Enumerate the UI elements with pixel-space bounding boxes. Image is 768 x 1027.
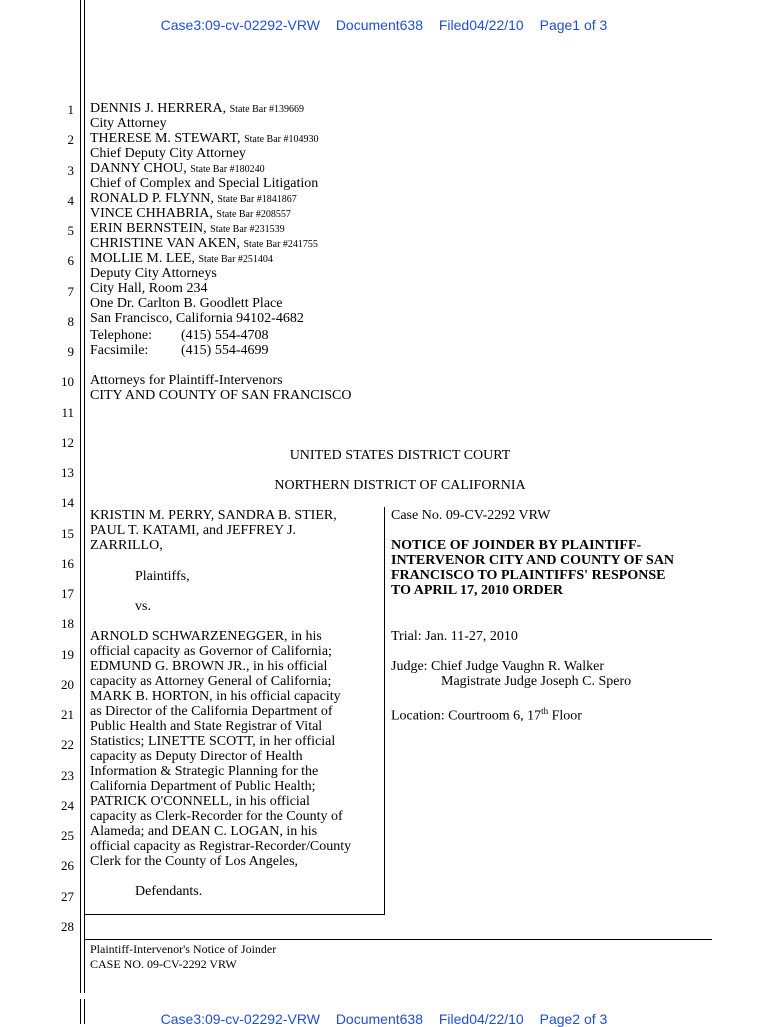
header-document-number: Document638 xyxy=(335,17,423,33)
versus-label: vs. xyxy=(135,599,151,614)
defendants-label: Defendants. xyxy=(135,884,203,899)
defendants-line: official capacity as Governor of California; xyxy=(90,644,332,659)
defendants-line: Statistics; LINETTE SCOTT, in her official xyxy=(90,734,336,749)
page-header xyxy=(0,17,768,33)
left-margin-rule-outer xyxy=(80,0,81,1024)
line-number: 17 xyxy=(61,586,74,601)
judge-line-2: Magistrate Judge Joseph C. Spero xyxy=(441,674,632,689)
state-bar-number: State Bar #208557 xyxy=(216,209,291,220)
attorney-name: ERIN BERNSTEIN, xyxy=(90,221,211,236)
defendants-line: Alameda; and DEAN C. LOGAN, in his xyxy=(90,824,318,839)
court-name: UNITED STATES DISTRICT COURT xyxy=(289,448,511,463)
line-number: 26 xyxy=(61,858,74,874)
next-header-document-number: Document638 xyxy=(335,1011,423,1027)
defendants-line: Information & Strategic Planning for the xyxy=(90,764,319,779)
next-header-filed-date: Filed04/22/10 xyxy=(438,1011,524,1027)
line-number: 19 xyxy=(61,646,74,662)
plaintiffs-label: Plaintiffs, xyxy=(135,569,190,584)
plaintiffs-line: ZARRILLO, xyxy=(90,538,163,553)
location-text: Location: Courtroom 6, 17 xyxy=(391,708,542,724)
document-title-line: FRANCISCO TO PLAINTIFFS' RESPONSE xyxy=(391,568,666,583)
line-number: 14 xyxy=(61,495,74,511)
line-number: 16 xyxy=(61,555,74,571)
defendants-line: PATRICK O'CONNELL, in his official xyxy=(90,794,310,809)
location-line xyxy=(391,704,582,724)
line-number: 3 xyxy=(67,162,74,178)
state-bar-number: State Bar #231539 xyxy=(210,224,285,235)
defendants-line: capacity as Clerk-Recorder for the County of xyxy=(90,809,343,824)
case-number: Case No. 09-CV-2292 VRW xyxy=(391,508,551,523)
plaintiffs-line: KRISTIN M. PERRY, SANDRA B. STIER, xyxy=(90,508,337,523)
line-number: 2 xyxy=(67,132,74,148)
defendants-line: as Director of the California Department of xyxy=(90,704,333,719)
defendants-line: capacity as Deputy Director of Health xyxy=(90,749,303,764)
attorney-name: VINCE CHHABRIA, xyxy=(90,206,217,221)
defendants-line: capacity as Attorney General of California; xyxy=(90,674,332,689)
line-number: 23 xyxy=(61,767,74,783)
document-title-line: NOTICE OF JOINDER BY PLAINTIFF- xyxy=(391,538,642,553)
line-number: 12 xyxy=(61,434,74,450)
attorney-line xyxy=(90,191,297,207)
page-separator xyxy=(0,993,768,999)
caption-bottom-rule xyxy=(84,914,384,915)
state-bar-number: State Bar #241755 xyxy=(243,239,318,250)
attorney-name: MOLLIE M. LEE, xyxy=(90,251,199,266)
defendants-line: Public Health and State Registrar of Vital xyxy=(90,719,323,734)
defendants-line: Clerk for the County of Los Angeles, xyxy=(90,854,299,869)
caption-divider xyxy=(384,507,385,915)
attorney-line: Chief of Complex and Special Litigation xyxy=(90,176,319,191)
line-number: 5 xyxy=(67,223,74,238)
line-number: 13 xyxy=(61,465,74,480)
line-number: 28 xyxy=(61,918,74,934)
attorney-name: THERESE M. STEWART, xyxy=(90,131,245,146)
attorney-line: City Hall, Room 234 xyxy=(90,281,208,296)
attorney-line xyxy=(90,206,291,222)
line-number: 6 xyxy=(67,253,74,269)
next-page-header xyxy=(0,1011,768,1027)
plaintiffs-line: PAUL T. KATAMI, and JEFFREY J. xyxy=(90,523,297,538)
attorney-line: Deputy City Attorneys xyxy=(90,266,217,281)
trial-dates: Trial: Jan. 11-27, 2010 xyxy=(391,629,518,644)
state-bar-number: State Bar #180240 xyxy=(190,164,265,175)
line-number: 18 xyxy=(61,616,74,632)
client-name: CITY AND COUNTY OF SAN FRANCISCO xyxy=(90,388,352,403)
document-title-line: INTERVENOR CITY AND COUNTY OF SAN xyxy=(391,553,675,568)
facsimile-number: (415) 554-4699 xyxy=(181,343,269,358)
attorney-line xyxy=(90,161,265,177)
header-filed-date: Filed04/22/10 xyxy=(438,17,524,33)
left-margin-rule-inner xyxy=(84,0,85,1024)
state-bar-number: State Bar #1841867 xyxy=(217,194,297,205)
attorney-line: Chief Deputy City Attorney xyxy=(90,146,246,161)
line-number: 25 xyxy=(61,828,74,843)
attorney-line xyxy=(90,101,304,117)
line-number: 21 xyxy=(61,707,74,722)
attorney-line xyxy=(90,131,319,147)
line-number: 15 xyxy=(61,525,74,541)
line-number: 27 xyxy=(61,888,74,904)
location-superscript: th xyxy=(541,706,549,716)
attorney-line xyxy=(90,221,285,237)
state-bar-number: State Bar #104930 xyxy=(244,134,319,145)
attorney-name: DENNIS J. HERRERA, xyxy=(90,101,230,116)
state-bar-number: State Bar #251404 xyxy=(198,254,273,265)
attorney-line xyxy=(90,236,318,252)
line-number: 4 xyxy=(67,192,74,208)
attorney-line: One Dr. Carlton B. Goodlett Place xyxy=(90,296,283,311)
line-number: 22 xyxy=(61,737,74,753)
line-number: 7 xyxy=(67,283,74,299)
next-header-page-count: Page2 of 3 xyxy=(539,1011,608,1027)
line-number: 10 xyxy=(61,374,74,390)
defendants-line: official capacity as Registrar-Recorder/County xyxy=(90,839,352,854)
header-page-count: Page1 of 3 xyxy=(539,17,608,33)
attorney-name: DANNY CHOU, xyxy=(90,161,191,176)
state-bar-number: State Bar #139669 xyxy=(229,104,305,115)
defendants-line: ARNOLD SCHWARZENEGGER, in his xyxy=(90,629,322,644)
attorney-line: San Francisco, California 94102-4682 xyxy=(90,311,304,326)
attorney-line: City Attorney xyxy=(90,116,167,131)
defendants-line: MARK B. HORTON, in his official capacity xyxy=(90,689,341,704)
attorneys-for-label: Attorneys for Plaintiff-Intervenors xyxy=(90,373,283,388)
facsimile-label: Facsimile: xyxy=(90,343,149,358)
court-district: NORTHERN DISTRICT OF CALIFORNIA xyxy=(274,478,526,493)
defendants-line: EDMUND G. BROWN JR., in his official xyxy=(90,659,328,674)
document-title-line: TO APRIL 17, 2010 ORDER xyxy=(391,583,564,598)
footer-title: Plaintiff-Intervenor's Notice of Joinder xyxy=(90,942,277,956)
telephone-label: Telephone: xyxy=(90,328,152,343)
judge-line-1: Judge: Chief Judge Vaughn R. Walker xyxy=(391,659,604,674)
footer-rule xyxy=(84,939,712,940)
line-number: 24 xyxy=(61,797,74,813)
header-case-number: Case3:09-cv-02292-VRW xyxy=(160,17,320,33)
location-suffix: Floor xyxy=(548,708,582,724)
telephone-number: (415) 554-4708 xyxy=(181,328,269,343)
line-number: 11 xyxy=(61,404,74,420)
line-number: 20 xyxy=(61,676,74,692)
attorney-line xyxy=(90,251,273,267)
attorney-name: CHRISTINE VAN AKEN, xyxy=(90,236,244,251)
next-header-case-number: Case3:09-cv-02292-VRW xyxy=(160,1011,320,1027)
line-number: 8 xyxy=(67,313,74,329)
defendants-line: California Department of Public Health; xyxy=(90,779,316,794)
footer-case-number: CASE NO. 09-CV-2292 VRW xyxy=(90,957,237,971)
line-number: 1 xyxy=(67,102,74,117)
line-number: 9 xyxy=(67,344,74,359)
attorney-name: RONALD P. FLYNN, xyxy=(90,191,218,206)
